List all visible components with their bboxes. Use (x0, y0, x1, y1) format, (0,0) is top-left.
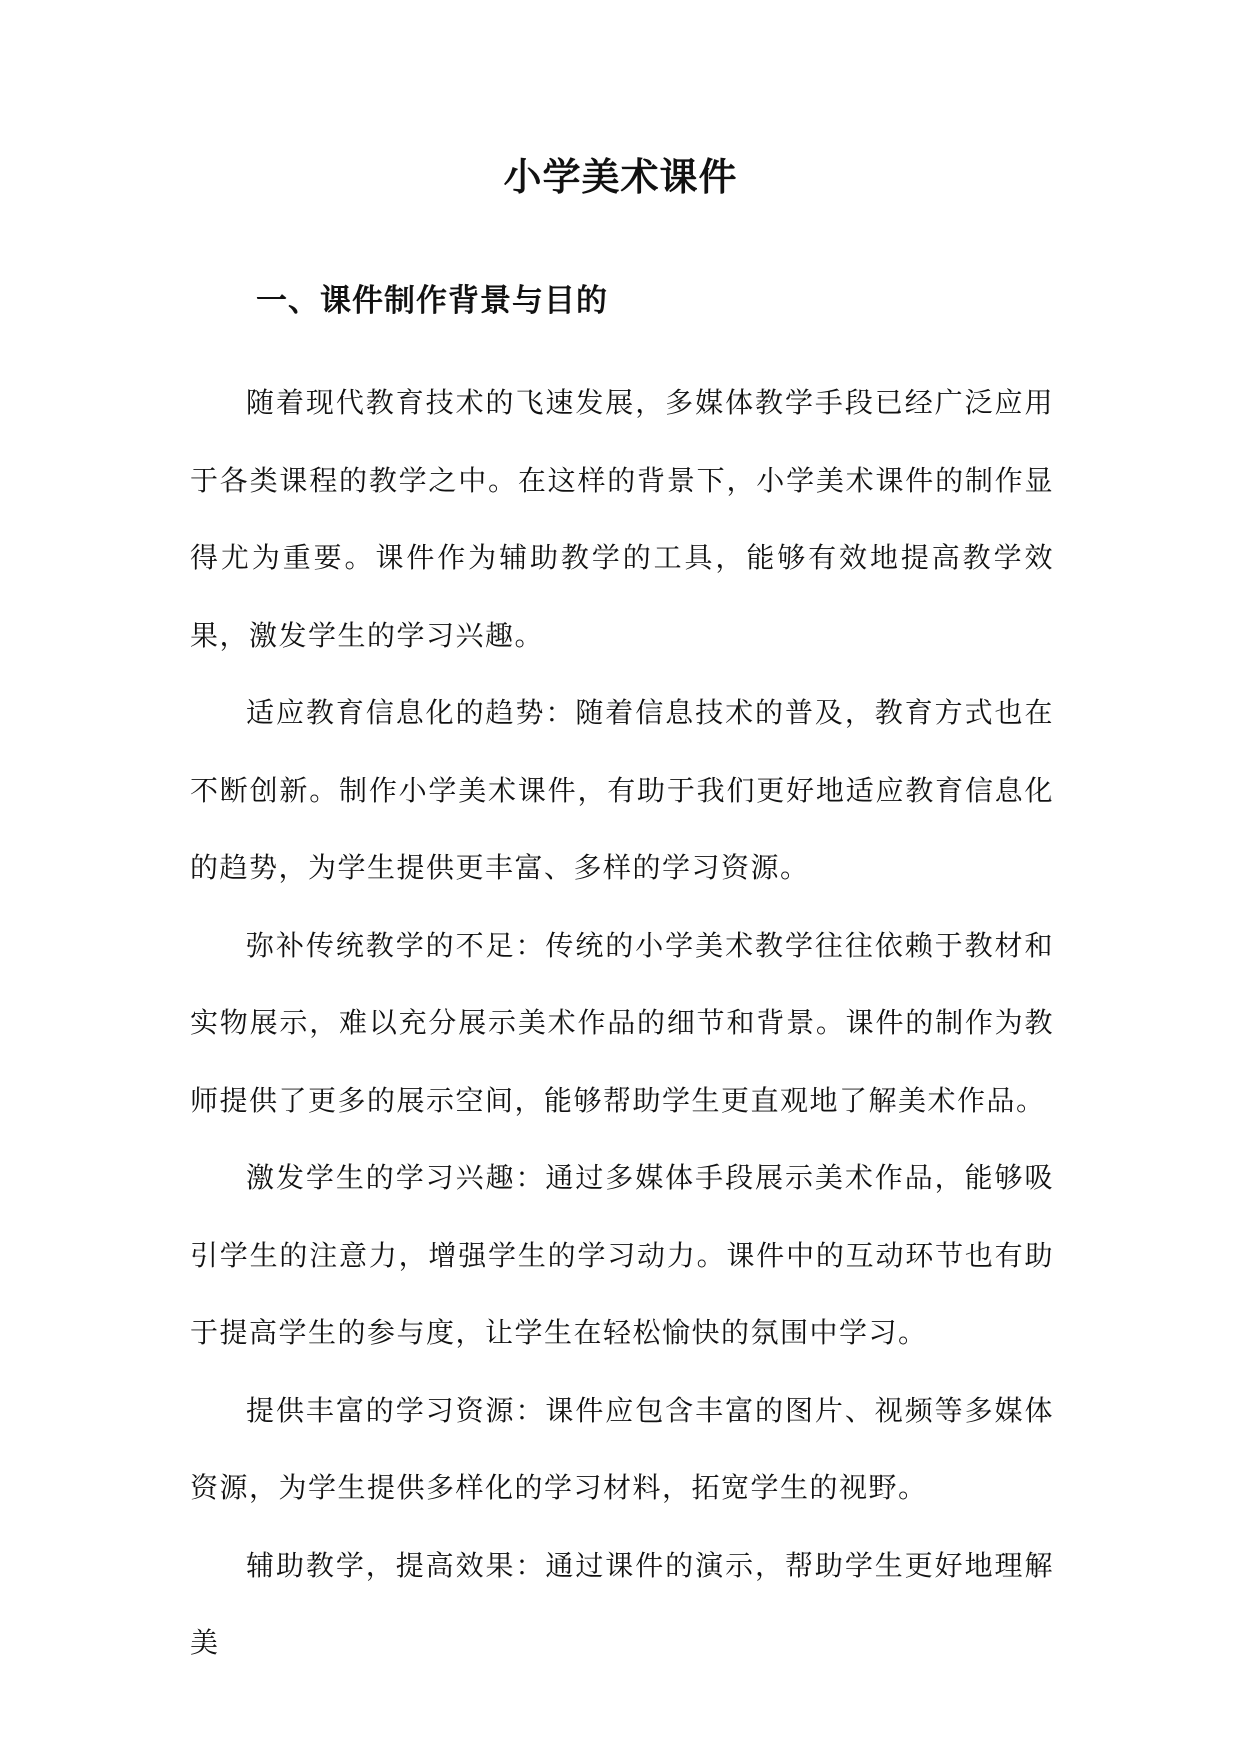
section-heading: 一、课件制作背景与目的 (256, 283, 608, 319)
paragraph-background: 随着现代教育技术的飞速发展，多媒体教学手段已经广泛应用于各类课程的教学之中。在这样的背景下，小学美术课件的制作显得尤为重要。课件作为辅助教学的工具，能够有效地提高教学效果，激发学生的学习兴趣。 (190, 386, 1054, 652)
paragraph-assist-teaching: 辅助教学，提高效果：通过课件的演示，帮助学生更好地理解美 (190, 1548, 1054, 1659)
document-title: 小学美术课件 (503, 155, 738, 199)
paragraph-informatization: 适应教育信息化的趋势：随着信息技术的普及，教育方式也在不断创新。制作小学美术课件，有助于我们更好地适应教育信息化的趋势，为学生提供更丰富、多样的学习资源。 (190, 696, 1054, 884)
paragraph-learning-interest: 激发学生的学习兴趣：通过多媒体手段展示美术作品，能够吸引学生的注意力，增强学生的学习动力。课件中的互动环节也有助于提高学生的参与度，让学生在轻松愉快的氛围中学习。 (190, 1161, 1054, 1349)
paragraph-learning-resources: 提供丰富的学习资源：课件应包含丰富的图片、视频等多媒体资源，为学生提供多样化的学习材料，拓宽学生的视野。 (190, 1393, 1054, 1504)
body-text (190, 364, 1054, 1682)
paragraph-traditional-teaching: 弥补传统教学的不足：传统的小学美术教学往往依赖于教材和实物展示，难以充分展示美术作品的细节和背景。课件的制作为教师提供了更多的展示空间，能够帮助学生更直观地了解美术作品。 (190, 928, 1054, 1117)
